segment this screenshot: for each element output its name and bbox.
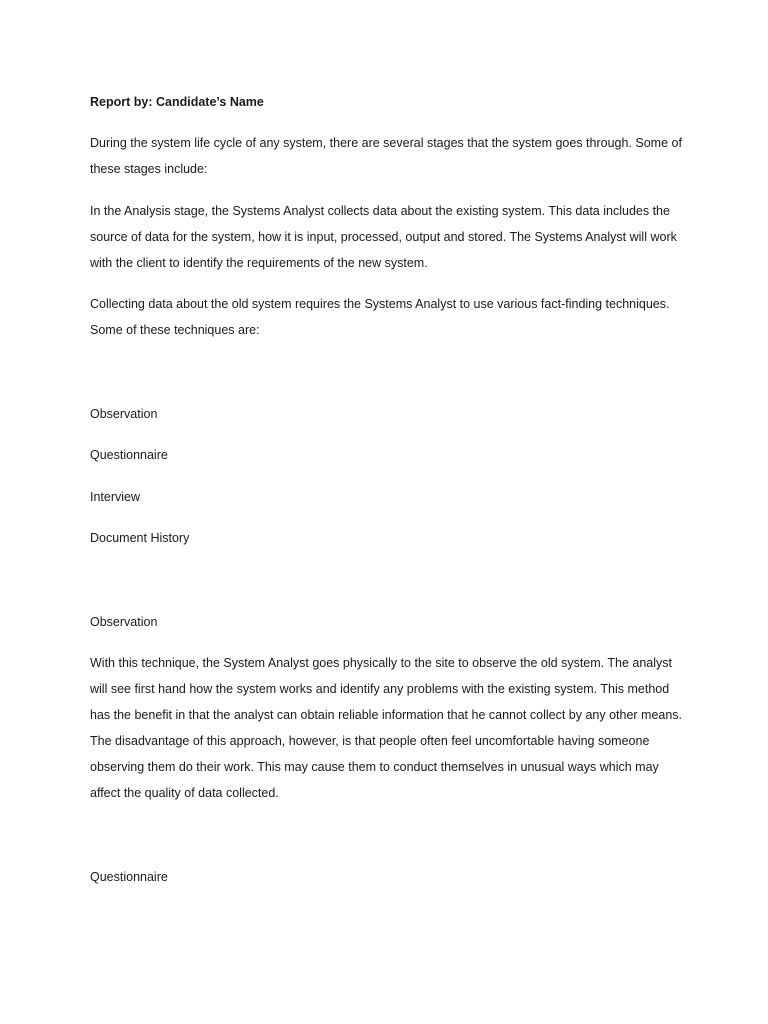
technique-item-observation: Observation xyxy=(90,407,158,421)
analysis-paragraph: In the Analysis stage, the Systems Analyst collects data about the existing system. This data includes the source of data for the system, how it is input, processed, output and stored. The Systems Analyst will work with the client to identify the requirements of the new system. xyxy=(90,204,677,270)
technique-item-interview: Interview xyxy=(90,490,141,504)
questionnaire-heading: Questionnaire xyxy=(90,870,168,884)
collecting-paragraph: Collecting data about the old system requires the Systems Analyst to use various fact-finding techniques. Some of these techniques are: xyxy=(90,297,670,337)
intro-paragraph: During the system life cycle of any system, there are several stages that the system goes through. Some of these stages include: xyxy=(90,136,682,176)
observation-heading: Observation xyxy=(90,615,158,629)
observation-paragraph: With this technique, the System Analyst goes physically to the site to observe the old system. The analyst will see first hand how the system works and identify any problems with the existing system. This method has the benefit in that the analyst can obtain reliable information that he cannot collect by any other means. The disadvantage of this approach, however, is that people often feel uncomfortable having someone observing them do their work. This may cause them to conduct themselves in unusual ways which may affect the quality of data collected. xyxy=(90,656,683,800)
technique-item-questionnaire: Questionnaire xyxy=(90,448,168,462)
technique-item-document-history: Document History xyxy=(90,531,190,545)
report-by-line: Report by: Candidate’s Name xyxy=(90,95,264,109)
